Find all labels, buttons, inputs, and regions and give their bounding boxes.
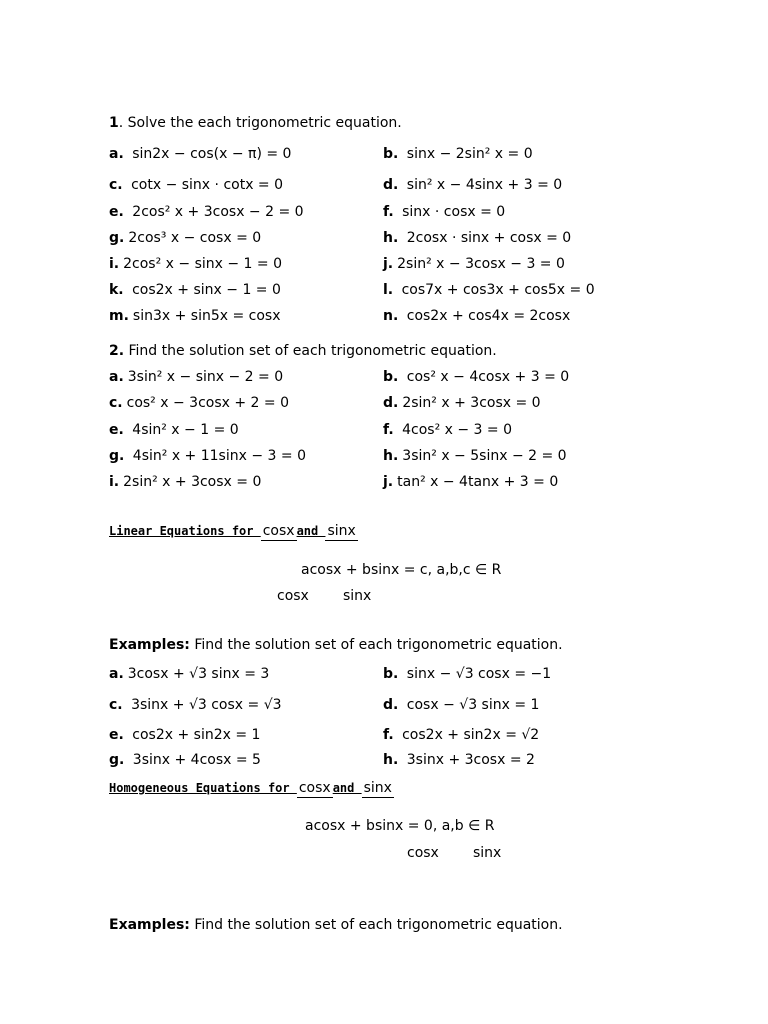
- q2-heading: [109, 343, 497, 359]
- examples-prefix: Examples:: [109, 637, 190, 653]
- list-item: [109, 474, 261, 490]
- item-label: d.: [383, 177, 399, 193]
- equation: sin2x − cos(x − π) = 0: [132, 146, 292, 162]
- list-item: [383, 177, 562, 193]
- equation: 2sin² x + 3cosx = 0: [402, 395, 541, 411]
- equation: 3sinx + 4cosx = 5: [132, 752, 261, 768]
- equation: 3cosx + √3 sinx = 3: [127, 666, 270, 682]
- list-item: [109, 422, 239, 438]
- item-label: m.: [109, 308, 129, 324]
- list-item: [383, 697, 539, 713]
- list-item: [109, 204, 304, 220]
- q2-number: 2.: [109, 343, 125, 359]
- item-label: c.: [109, 697, 123, 713]
- item-label: h.: [383, 448, 399, 464]
- section-title-text: Linear Equations for: [109, 524, 261, 538]
- equation: 2cos³ x − cosx = 0: [128, 230, 262, 246]
- equation: 4sin² x − 1 = 0: [132, 422, 239, 438]
- list-item: [383, 727, 539, 743]
- list-item: [383, 666, 551, 682]
- equation: tan² x − 4tanx + 3 = 0: [397, 474, 559, 490]
- equation: 4sin² x + 11sinx − 3 = 0: [132, 448, 306, 464]
- item-label: e.: [109, 422, 124, 438]
- list-item: [109, 697, 282, 713]
- var-sinx: sinx: [363, 780, 392, 796]
- section-title-and: and: [332, 781, 362, 795]
- linear-left-var: cosx: [277, 588, 309, 604]
- equation: cos² x − 4cosx + 3 = 0: [406, 369, 570, 385]
- item-label: a.: [109, 369, 124, 385]
- item-label: d.: [383, 697, 399, 713]
- list-item: [383, 448, 567, 464]
- list-item: [109, 395, 289, 411]
- list-item: [109, 666, 269, 682]
- equation: 2cos² x − sinx − 1 = 0: [123, 256, 282, 272]
- homogeneous-left-var: cosx: [407, 845, 439, 861]
- list-item: [109, 448, 306, 464]
- equation: sinx · cosx = 0: [402, 204, 506, 220]
- list-item: [109, 177, 283, 193]
- item-label: l.: [383, 282, 394, 298]
- list-item: [109, 727, 260, 743]
- item-label: b.: [383, 369, 399, 385]
- equation: 3sin² x − 5sinx − 2 = 0: [402, 448, 567, 464]
- item-label: f.: [383, 727, 394, 743]
- item-label: i.: [109, 474, 120, 490]
- list-item: [383, 230, 571, 246]
- list-item: [383, 308, 570, 324]
- item-label: f.: [383, 422, 394, 438]
- equation: cos2x + sin2x = 1: [132, 727, 261, 743]
- list-item: [383, 369, 569, 385]
- homogeneous-formula: acosx + bsinx = 0, a,b ∈ R: [305, 818, 495, 834]
- equation: sinx − √3 cosx = −1: [406, 666, 552, 682]
- list-item: [383, 422, 512, 438]
- homogeneous-section-title: [109, 777, 394, 798]
- list-item: [109, 308, 281, 324]
- q2-text: Find the solution set of each trigonometric equation.: [124, 343, 497, 359]
- equation: 3sin² x − sinx − 2 = 0: [127, 369, 284, 385]
- item-label: j.: [383, 474, 394, 490]
- examples-heading-2: [109, 917, 563, 933]
- equation: sin² x − 4sinx + 3 = 0: [406, 177, 563, 193]
- item-label: c.: [109, 177, 123, 193]
- item-label: g.: [109, 448, 125, 464]
- list-item: [109, 146, 291, 162]
- list-item: [383, 752, 535, 768]
- examples-text: Find the solution set of each trigonometric equation.: [189, 637, 563, 653]
- item-label: b.: [383, 146, 399, 162]
- item-label: e.: [109, 727, 124, 743]
- var-sinx: sinx: [327, 523, 356, 539]
- item-label: a.: [109, 666, 124, 682]
- linear-right-var: sinx: [343, 588, 372, 604]
- equation: sin3x + sin5x = cosx: [132, 308, 281, 324]
- item-label: h.: [383, 230, 399, 246]
- item-label: g.: [109, 230, 125, 246]
- linear-formula: acosx + bsinx = c, a,b,c ∈ R: [301, 562, 502, 578]
- list-item: [109, 752, 261, 768]
- examples-heading: [109, 637, 563, 653]
- equation: 2cosx · sinx + cosx = 0: [406, 230, 572, 246]
- equation: sinx − 2sin² x = 0: [406, 146, 533, 162]
- equation: cos7x + cos3x + cos5x = 0: [401, 282, 595, 298]
- item-label: a.: [109, 146, 124, 162]
- var-cosx: cosx: [298, 780, 331, 796]
- q1-number: 1: [109, 115, 119, 131]
- item-label: h.: [383, 752, 399, 768]
- item-label: f.: [383, 204, 394, 220]
- section-title-text: Homogeneous Equations for: [109, 781, 297, 795]
- list-item: [383, 282, 595, 298]
- equation: 2sin² x + 3cosx = 0: [123, 474, 262, 490]
- examples-prefix: Examples:: [109, 917, 190, 933]
- linear-section-title: [109, 520, 358, 541]
- homogeneous-right-var: sinx: [473, 845, 502, 861]
- equation: cosx − √3 sinx = 1: [406, 697, 540, 713]
- item-label: b.: [383, 666, 399, 682]
- equation: cotx − sinx · cotx = 0: [131, 177, 284, 193]
- list-item: [109, 369, 283, 385]
- examples-text: Find the solution set of each trigonometric equation.: [189, 917, 563, 933]
- item-label: j.: [383, 256, 394, 272]
- equation: cos2x + sinx − 1 = 0: [132, 282, 281, 298]
- q1-text: . Solve the each trigonometric equation.: [118, 115, 402, 131]
- equation: 4cos² x − 3 = 0: [402, 422, 512, 438]
- section-title-and: and: [296, 524, 326, 538]
- item-label: g.: [109, 752, 125, 768]
- list-item: [383, 256, 565, 272]
- var-cosx: cosx: [262, 523, 295, 539]
- item-label: d.: [383, 395, 399, 411]
- equation: cos2x + cos4x = 2cosx: [406, 308, 571, 324]
- list-item: [109, 282, 281, 298]
- q1-heading: [109, 115, 402, 131]
- list-item: [383, 146, 533, 162]
- list-item: [109, 256, 282, 272]
- item-label: n.: [383, 308, 399, 324]
- equation: 2cos² x + 3cosx − 2 = 0: [132, 204, 304, 220]
- equation: 2sin² x − 3cosx − 3 = 0: [397, 256, 565, 272]
- equation: cos² x − 3cosx + 2 = 0: [126, 395, 289, 411]
- list-item: [383, 204, 505, 220]
- item-label: k.: [109, 282, 124, 298]
- list-item: [383, 395, 541, 411]
- item-label: i.: [109, 256, 120, 272]
- item-label: e.: [109, 204, 124, 220]
- list-item: [109, 230, 261, 246]
- equation: 3sinx + 3cosx = 2: [406, 752, 535, 768]
- list-item: [383, 474, 558, 490]
- equation: 3sinx + √3 cosx = √3: [131, 697, 282, 713]
- equation: cos2x + sin2x = √2: [402, 727, 540, 743]
- item-label: c.: [109, 395, 123, 411]
